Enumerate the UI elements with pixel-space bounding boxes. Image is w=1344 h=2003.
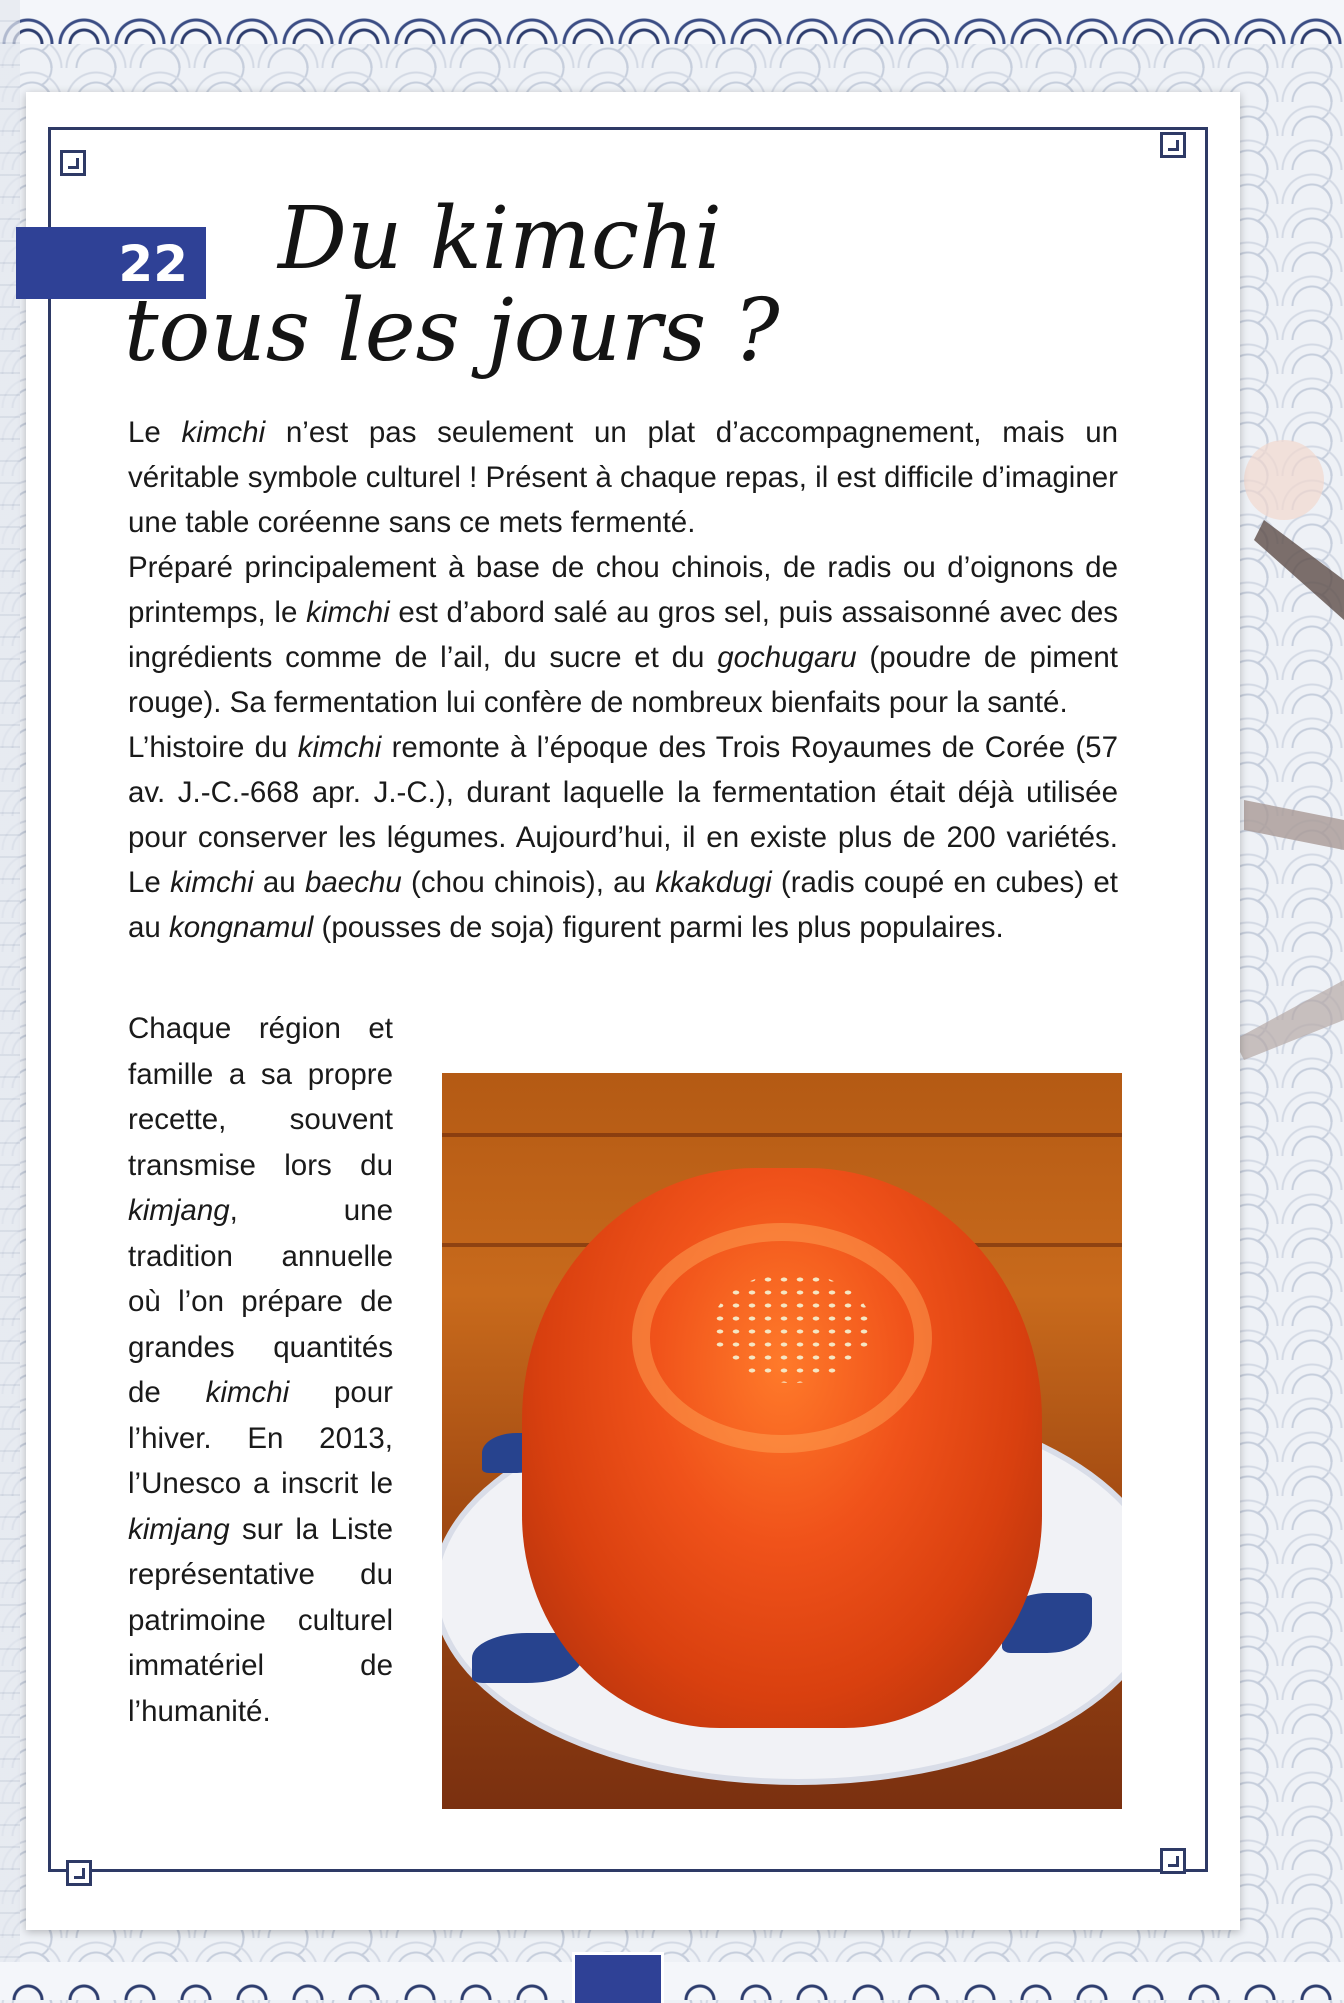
wave-pattern-bottom bbox=[0, 1962, 1344, 2000]
tree-branch-decoration bbox=[1224, 420, 1344, 1920]
paragraph-1: Le kimchi n’est pas seulement un plat d’accompagnement, mais un véritable symbole culturel ! Présent à chaque repas, il est difficile d’imaginer une table coréenne sans ce mets fermenté. bbox=[128, 416, 1119, 539]
greek-key-corner-icon bbox=[1160, 132, 1186, 158]
left-edge-pattern bbox=[0, 0, 20, 2000]
kimchi-photo bbox=[442, 1073, 1122, 1809]
greek-key-corner-icon bbox=[66, 1860, 92, 1886]
article-number: 22 bbox=[118, 235, 188, 293]
title-line-1: Du kimchi bbox=[278, 189, 722, 289]
paragraph-4: Chaque région et famille a sa propre recette, souvent transmise lors du kimjang, une tradition annuelle où l’on prépare de grandes quantités de kimchi pour l’hiver. En 2013, l’Unesco a inscrit le kimjang sur la Liste représentative du patrimoine culturel immatériel de l’humanité. bbox=[128, 1012, 393, 1728]
greek-key-corner-icon bbox=[60, 150, 86, 176]
title-line-2: tous les jours ? bbox=[124, 281, 780, 381]
paragraph-2: Préparé principalement à base de chou chinois, de radis ou d’oignons de printemps, le kimchi est d’abord salé au gros sel, puis assaisonné avec des ingrédients comme de l’ail, du sucre et du gochugaru (poudre de piment rouge). Sa fermentation lui confère de nombreux bienfaits pour la santé. bbox=[128, 551, 1119, 719]
page-number-tab bbox=[572, 1952, 664, 2003]
greek-key-corner-icon bbox=[1160, 1848, 1186, 1874]
wave-pattern-top bbox=[0, 0, 1344, 44]
sesame-seeds bbox=[712, 1273, 872, 1383]
article-body bbox=[128, 410, 1118, 950]
table-plank-line bbox=[442, 1133, 1122, 1137]
paragraph-3: L’histoire du kimchi remonte à l’époque des Trois Royaumes de Corée (57 av. J.-C.-668 apr. J.-C.), durant laquelle la fermentation était déjà utilisée pour conserver les légumes. Aujourd’hui, il en existe plus de 200 variétés. Le kimchi au baechu (chou chinois), au kkakdugi (radis coupé en cubes) et au kongnamul (pousses de soja) figurent parmi les plus populaires. bbox=[128, 731, 1118, 944]
